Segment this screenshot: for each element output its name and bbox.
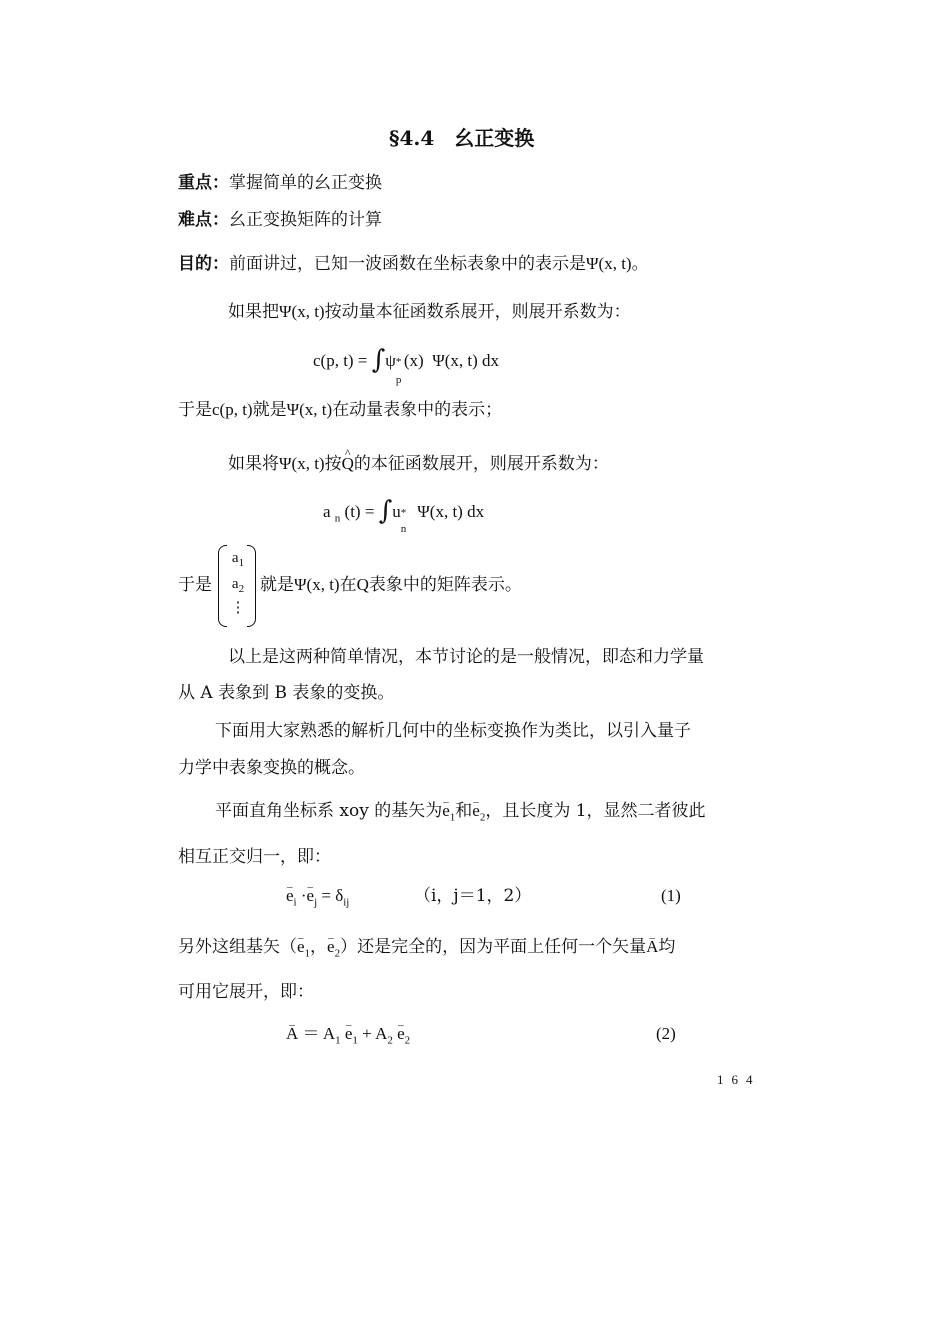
subscript: j	[314, 896, 318, 909]
vector-e1: – e	[442, 799, 450, 823]
q-symbol: Q	[356, 575, 369, 594]
key-point-text: 掌握简单的幺正变换	[229, 173, 382, 193]
column-matrix	[218, 545, 256, 627]
text-segment: 于是	[178, 400, 212, 420]
eq-rhs: Ψ(x, t) dx	[432, 351, 500, 370]
text-segment: 在动量表象中的表示；	[332, 400, 503, 420]
text-segment: 就是	[260, 575, 294, 595]
vector-e2: – e	[327, 935, 335, 959]
eq-term: ＝ A	[302, 1024, 336, 1043]
key-point-label: 重点：	[178, 173, 229, 193]
vector-e1: – e	[345, 1022, 353, 1046]
equation-2-number: (2)	[656, 1024, 676, 1043]
vector-ei: – e	[286, 884, 294, 908]
eq-lhs: c(p, t) =	[313, 351, 368, 370]
equation-an: a $_n$ (t) = ∫u * n Ψ(x, t) dx	[323, 496, 485, 535]
difficulty-text: 幺正变换矩阵的计算	[229, 210, 382, 230]
purpose-end: 。	[631, 254, 649, 274]
text-segment: 按动量本征函数系展开，则展开系数为：	[324, 302, 631, 322]
subscript: 1	[304, 947, 311, 960]
subscript: 2	[404, 1034, 411, 1047]
subscript: ij	[343, 896, 350, 909]
psi-xt: Ψ(x, t)	[279, 454, 325, 473]
vector-ej: – e	[307, 884, 315, 908]
text-segment: 如果把	[228, 302, 279, 322]
para4-line1	[178, 935, 675, 959]
vector-a: – A	[646, 935, 658, 959]
entry-a: a	[231, 576, 239, 592]
operator-q-hat: ^ Q	[342, 452, 354, 476]
para1-line2: 从 A 表象到 B 表象的变换。	[178, 683, 395, 703]
text-segment: 在	[339, 575, 357, 595]
matrix-entry-dots: ⋮	[230, 600, 246, 616]
psi-xt: Ψ(x, t)	[286, 400, 333, 419]
u-symbol: u	[392, 502, 401, 521]
eq-delta: = δ	[321, 886, 344, 905]
vector-a: – A	[286, 1022, 298, 1046]
vector-e1: – e	[297, 935, 305, 959]
matrix-left-paren	[218, 545, 227, 627]
vector-e2: – e	[397, 1022, 405, 1046]
section-title: §4.4 幺正变换	[389, 126, 535, 150]
text-segment: ，	[310, 937, 328, 957]
text-segment: ）还是完全的，因为平面上任何一个矢量	[340, 937, 647, 957]
para2-line1: 下面用大家熟悉的解析几何中的坐标变换作为类比，以引入量子	[215, 721, 691, 741]
eq-rhs: Ψ(x, t) dx	[417, 502, 485, 521]
subscript-n: n	[334, 512, 341, 525]
subscript: 2	[334, 947, 341, 960]
matrix-entry-2	[228, 575, 248, 593]
entry-sub: 2	[238, 583, 245, 595]
purpose-text: 前面讲过，已知一波函数在坐标表象中的表示是	[229, 254, 586, 274]
purpose-label: 目的：	[178, 254, 229, 274]
equation-2	[286, 1022, 410, 1046]
dot-operator: ·	[300, 886, 307, 905]
page-number: 164	[717, 1072, 761, 1087]
equation-1-condition: （i，j＝1，2）	[414, 886, 532, 906]
expand-momentum-line	[228, 300, 631, 324]
subscript: 1	[449, 811, 456, 824]
subscript: 1	[335, 1034, 341, 1047]
text-segment: 平面直角坐标系 xoy 的基矢为	[215, 801, 443, 821]
psi-xt: Ψ(x, t)	[279, 302, 325, 321]
subscript: 2	[387, 1034, 393, 1047]
subscript: 2	[479, 811, 486, 824]
equation-1	[286, 884, 349, 908]
cp-symbol: c(p, t)	[212, 400, 253, 419]
a-symbol: a	[323, 502, 331, 521]
matrix-right-paren	[247, 545, 256, 627]
text-segment: 就是	[252, 400, 287, 420]
purpose-line	[178, 252, 649, 276]
para1-line1: 以上是这两种简单情况，本节讨论的是一般情况，即态和力学量	[228, 647, 704, 667]
eq-arg: (t) =	[344, 502, 375, 521]
text-segment: ，且长度为 1，显然二者彼此	[485, 801, 706, 821]
matrix-entry-1	[228, 549, 248, 567]
para3-line1	[215, 799, 706, 823]
vector-e2: – e	[472, 799, 480, 823]
text-segment: 按	[324, 454, 342, 474]
text-segment: 和	[455, 801, 473, 821]
text-segment: 另外这组基矢（	[178, 937, 297, 957]
text-segment: 均	[658, 937, 676, 957]
integral-sign: ∫	[371, 345, 386, 375]
para3-line2: 相互正交归一，即：	[178, 847, 331, 867]
entry-a: a	[231, 550, 239, 566]
difficulty-label: 难点：	[178, 210, 229, 230]
expand-q-line	[228, 452, 609, 476]
matrix-line-pre: 于是	[178, 575, 212, 595]
psi-xt: Ψ(x, t)	[586, 254, 632, 273]
para4-line2: 可用它展开，即：	[178, 982, 314, 1002]
psi-lower: ψ	[385, 351, 396, 370]
text-segment: 如果将	[228, 454, 279, 474]
subscript: i	[293, 896, 297, 909]
cp-representation-line	[178, 398, 502, 422]
difficulty-line	[178, 208, 382, 232]
psi-xt: Ψ(x, t)	[294, 575, 340, 594]
eq-arg: (x)	[403, 351, 424, 370]
integral-sign: ∫	[378, 496, 393, 526]
eq-term: + A	[362, 1024, 388, 1043]
text-segment: 的本征函数展开，则展开系数为：	[353, 454, 609, 474]
matrix-line-post	[260, 573, 522, 597]
equation-1-number: (1)	[661, 886, 681, 905]
subscript: 1	[352, 1034, 358, 1047]
key-point-line	[178, 171, 382, 195]
para2-line2: 力学中表象变换的概念。	[178, 758, 365, 778]
entry-sub: 1	[238, 557, 245, 569]
equation-cp: c(p, t) = ∫ψ * p (x) Ψ(x, t) dx	[313, 345, 500, 386]
text-segment: 表象中的矩阵表示。	[368, 575, 522, 595]
